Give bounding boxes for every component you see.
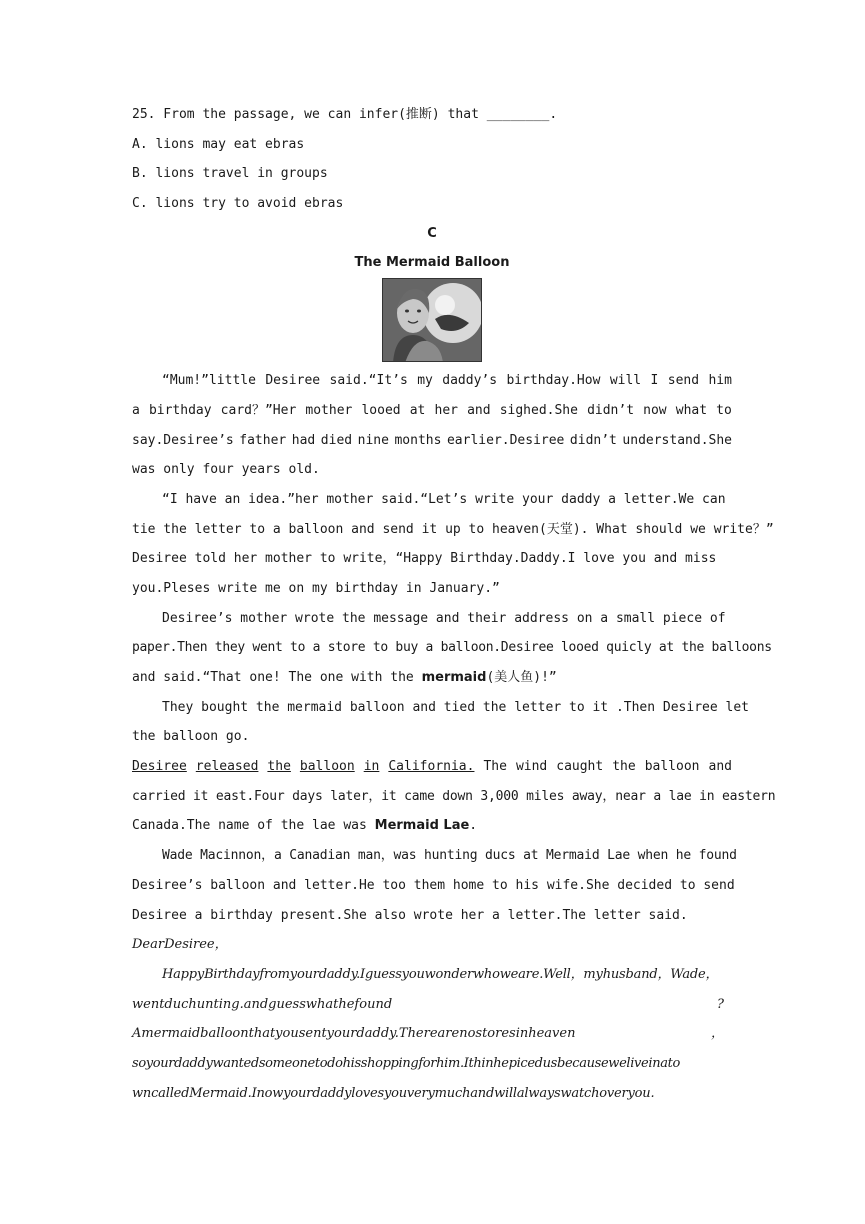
letter-line-3 [132,1019,732,1049]
p5-line-3 [132,811,732,841]
word: The [483,759,507,775]
word: balloon [644,759,700,775]
letter-line-5: wncalledMermaid.Inowyourdaddylovesyouverymuchandwillalwayswatchoveryou. [132,1085,655,1101]
word: wind [515,759,548,775]
p3-line-3 [132,663,732,693]
girl-with-balloon-photo [382,278,482,362]
underlined-word: in [363,759,380,775]
passage-title: The Mermaid Balloon [354,255,510,271]
letter-line-3-text: Amermaidballoonthatyousentyourdaddy.Therearenostoresinheaven [132,1026,576,1042]
letter-line-1: HappyBirthdayfromyourdaddy.Iguessyouwonderwhoweare.Well，myhusband，Wade， [162,966,719,982]
word: and [708,759,732,775]
underlined-word: the [267,759,291,775]
letter-line-2 [132,990,732,1020]
p6-line-2: Desiree’s balloon and letter.He too them home to his wife.She decided to send [132,877,735,893]
option-b: B. lions travel in groups [132,166,328,182]
p3-text: and said.“That one! The one with the [132,670,422,685]
letter-greeting: DearDesiree， [132,937,228,953]
p5-period: . [469,818,478,834]
underlined-word: balloon [299,759,355,775]
p1-line-4: was only four years old. [132,462,320,478]
p4-line-1: They bought the mermaid balloon and tied the letter to it .Then Desiree let [162,699,749,715]
p2-line-1: “I have an idea.”her mother said.“Let’s write your daddy a letter.We can [162,491,726,507]
question-stem: 25. From the passage, we can infer(推断) that ________. [132,107,558,122]
p1-line-3: say.Desiree’s father had died nine months earlier.Desiree didn’t understand.She [132,432,732,448]
option-c: C. lions try to avoid ebras [132,196,344,212]
p5-line-2: carried it east.Four days later，it came down 3,000 miles away，near a lae in eastern [132,788,776,804]
p3-line-2: paper.Then they went to a store to buy a balloon.Desiree looed quicly at the balloons [132,640,772,656]
section-letter: C [427,225,437,241]
p1-line-1: “Mum!”little Desiree said.“It’s my daddy’s birthday.How will I send him [162,373,732,389]
underlined-word: released [195,759,259,775]
p1-line-2: a birthday card？”Her mother looed at her and sighed.She didn’t now what to [132,402,732,418]
p6-line-1: Wade Macinnon，a Canadian man，was hunting ducs at Mermaid Lae when he found [162,848,737,864]
figure [132,276,732,364]
p2-line-4: you.Pleses write me on my birthday in January.” [132,580,500,596]
letter-line-4: soyourdaddywantedsomeonetodohisshoppingforhim.Ithinhepicedusbecauseweliveinato [132,1055,680,1071]
underlined-word: California. [388,759,475,775]
underlined-word: Desiree [132,759,187,775]
p3-line-1: Desiree’s mother wrote the message and their address on a small piece of [162,610,726,626]
mermaid-lake: Mermaid Lae [374,818,470,834]
letter-line-2-end: ? [717,996,724,1012]
option-a: A. lions may eat ebras [132,136,305,152]
p3-gloss: (美人鱼)!” [486,670,557,685]
letter-line-3-end: ， [710,1026,724,1042]
p5-text: Canada.The name of the lae was [132,818,375,834]
document-page [132,100,776,1108]
p2-line-2: tie the letter to a balloon and send it up to heaven(天堂). What should we write？” [132,521,774,537]
letter-line-2-text: wentduchunting.andguesswhathefound [132,996,393,1012]
mermaid-word: mermaid [421,670,487,685]
p5-line-1 [132,752,732,782]
p6-line-3: Desiree a birthday present.She also wrote her a letter.The letter said. [132,907,688,923]
p2-line-3: Desiree told her mother to write，“Happy Birthday.Daddy.I love you and miss [132,551,717,567]
p4-line-2: the balloon go. [132,729,250,745]
word: caught [556,759,604,775]
word: the [612,759,636,775]
